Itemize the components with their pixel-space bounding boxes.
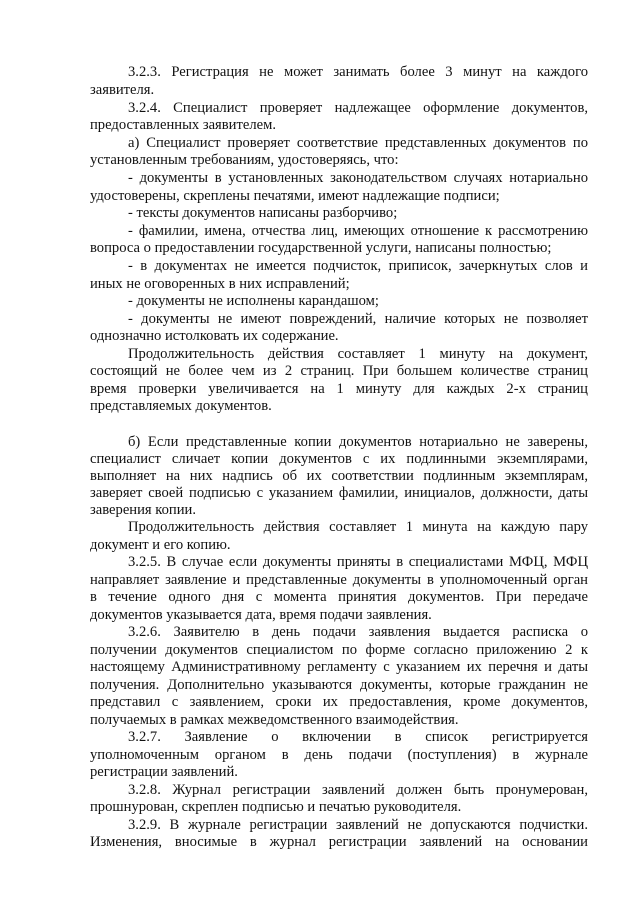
- text-line: в течение одного дня с момента принятия документов. При передаче: [90, 589, 588, 605]
- text-line: Продолжительность действия составляет 1 минута на каждую пару: [128, 519, 588, 535]
- text-line: - документы не исполнены карандашом;: [128, 293, 379, 309]
- text-line: документ и его копию.: [90, 537, 231, 553]
- text-line: 3.2.7. Заявление о включении в список регистрируется: [128, 729, 588, 745]
- text-line: заверяет своей подписью с указанием фамилии, инициалов, должности, даты: [90, 485, 588, 501]
- text-line: установленным требованиям, удостоверяясь, что:: [90, 152, 399, 168]
- text-line: Продолжительность действия составляет 1 минуту на документ,: [128, 346, 588, 362]
- text-line: Изменения, вносимые в журнал регистрации заявлений на основании: [90, 834, 588, 850]
- text-line: уполномоченным органом в день подачи (поступления) в журнале: [90, 747, 588, 763]
- text-line: документов указывается дата, время подачи заявления.: [90, 607, 432, 623]
- text-line: - документы в установленных законодательством случаях нотариально: [128, 170, 588, 186]
- text-line: вопроса о предоставлении государственной услуги, написаны полностью;: [90, 240, 552, 256]
- text-line: а) Специалист проверяет соответствие представленных документов по: [128, 135, 588, 151]
- text-line: время проверки увеличивается на 1 минуту для каждых 2-х страниц: [90, 381, 588, 397]
- text-line: б) Если представленные копии документов нотариально не заверены,: [128, 434, 588, 450]
- text-line: представил с заявлением, сроки их предоставления, кроме документов,: [90, 694, 588, 710]
- text-line: направляет заявление и представленные документы в уполномоченный орган: [90, 572, 588, 588]
- text-line: - тексты документов написаны разборчиво;: [128, 205, 398, 221]
- text-line: 3.2.6. Заявителю в день подачи заявления выдается расписка о: [128, 624, 588, 640]
- text-line: 3.2.5. В случае если документы приняты в специалистами МФЦ, МФЦ: [128, 554, 588, 570]
- text-line: однозначно истолковать их содержание.: [90, 328, 339, 344]
- text-line: получаемых в рамках межведомственного взаимодействия.: [90, 712, 459, 728]
- text-line: получения. Дополнительно указываются документы, которые гражданин не: [90, 677, 588, 693]
- text-line: специалист сличает копии документов с их подлинными экземплярами,: [90, 451, 588, 467]
- text-line: выполняет на них надпись об их соответствии подлинным экземплярам,: [90, 468, 588, 484]
- text-line: прошнурован, скреплен подписью и печатью руководителя.: [90, 799, 462, 815]
- text-line: 3.2.9. В журнале регистрации заявлений не допускаются подчистки.: [128, 817, 588, 833]
- text-line: заявителя.: [90, 82, 155, 98]
- text-line: представляемых документов.: [90, 398, 272, 414]
- text-line: 3.2.8. Журнал регистрации заявлений должен быть пронумерован,: [128, 782, 588, 798]
- text-line: настоящему Административному регламенту с указанием их перечня и даты: [90, 659, 588, 675]
- text-line: иных не оговоренных в них исправлений;: [90, 276, 350, 292]
- text-line: 3.2.3. Регистрация не может занимать более 3 минут на каждого: [128, 64, 588, 80]
- text-line: получении документов специалистом по форме согласно приложению 2 к: [90, 642, 588, 658]
- text-line: - фамилии, имена, отчества лиц, имеющих отношение к рассмотрению: [128, 223, 588, 239]
- text-line: 3.2.4. Специалист проверяет надлежащее оформление документов,: [128, 100, 588, 116]
- text-line: - документы не имеют повреждений, наличие которых не позволяет: [128, 311, 588, 327]
- text-line: регистрации заявлений.: [90, 764, 238, 780]
- text-line: - в документах не имеется подчисток, приписок, зачеркнутых слов и: [128, 258, 588, 274]
- text-line: предоставленных заявителем.: [90, 117, 276, 133]
- text-line: удостоверены, скреплены печатями, имеют надлежащие подписи;: [90, 188, 500, 204]
- text-line: заверения копии.: [90, 502, 197, 518]
- text-line: состоящий не более чем из 2 страниц. При большем количестве страниц: [90, 363, 588, 379]
